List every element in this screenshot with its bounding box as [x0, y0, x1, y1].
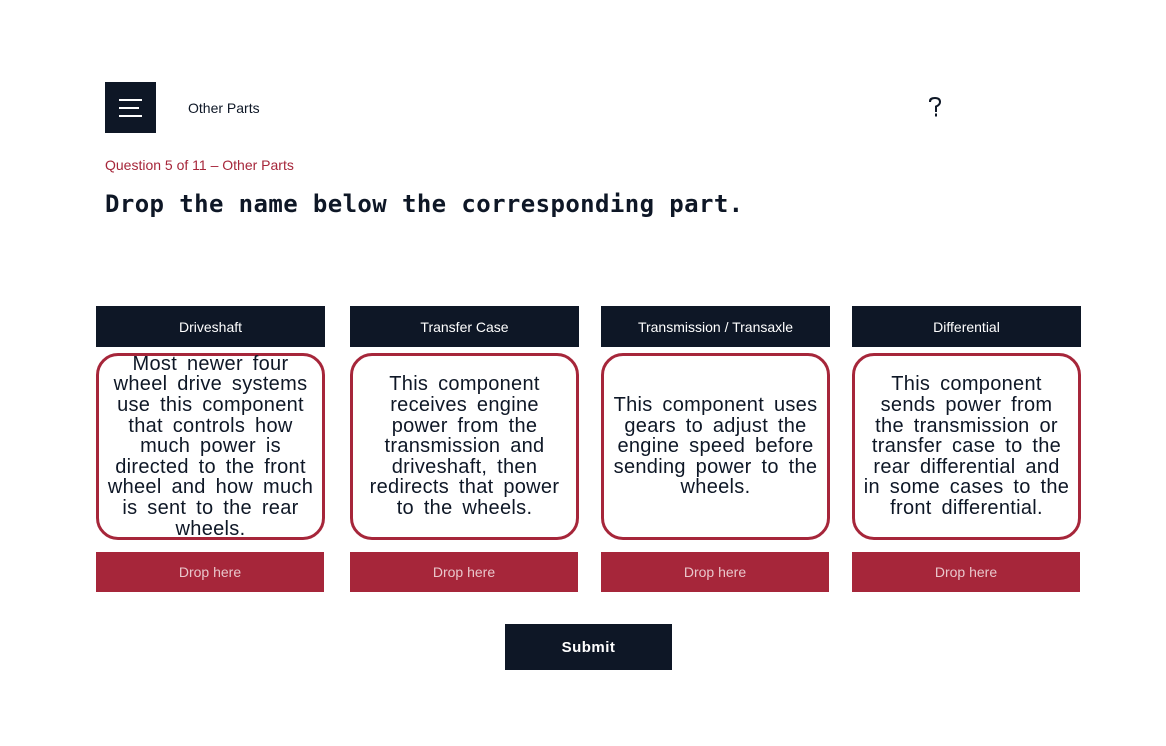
menu-button[interactable] — [105, 82, 156, 133]
part-description-text: This component receives engine power from the transmission and driveshaft, then redirects that power to the wheels. — [369, 373, 560, 519]
drop-zone[interactable]: Drop here — [601, 552, 829, 592]
help-button[interactable] — [924, 96, 946, 120]
draggable-label-driveshaft[interactable]: Driveshaft — [96, 306, 325, 347]
question-mark-icon — [924, 96, 946, 120]
draggable-label-transfer-case[interactable]: Transfer Case — [350, 306, 579, 347]
draggable-label-transmission-transaxle[interactable]: Transmission / Transaxle — [601, 306, 830, 347]
question-progress: Question 5 of 11 – Other Parts — [105, 157, 294, 173]
part-column-1 — [96, 306, 325, 592]
drop-zone[interactable]: Drop here — [96, 552, 324, 592]
part-description-card — [852, 353, 1081, 540]
part-column-4 — [852, 306, 1081, 592]
part-description-text: Most newer four wheel drive systems use this component that controls how much power is directed to the front wheel and how much is sent to the rear wheels. — [107, 352, 314, 540]
drop-zone[interactable]: Drop here — [852, 552, 1080, 592]
part-description-card — [350, 353, 579, 540]
submit-button[interactable]: Submit — [505, 624, 672, 670]
part-column-2 — [350, 306, 579, 592]
drop-zone[interactable]: Drop here — [350, 552, 578, 592]
question-instruction: Drop the name below the corresponding part. — [105, 190, 744, 218]
part-description-card — [601, 353, 830, 540]
draggable-label-differential[interactable]: Differential — [852, 306, 1081, 347]
part-description-text: This component uses gears to adjust the engine speed before sending power to the wheels. — [613, 394, 818, 499]
part-description-text: This component sends power from the transmission or transfer case to the rear differential and in some cases to the front differential. — [863, 373, 1070, 519]
part-description-card — [96, 353, 325, 540]
part-column-3 — [601, 306, 830, 592]
section-title: Other Parts — [188, 100, 260, 116]
